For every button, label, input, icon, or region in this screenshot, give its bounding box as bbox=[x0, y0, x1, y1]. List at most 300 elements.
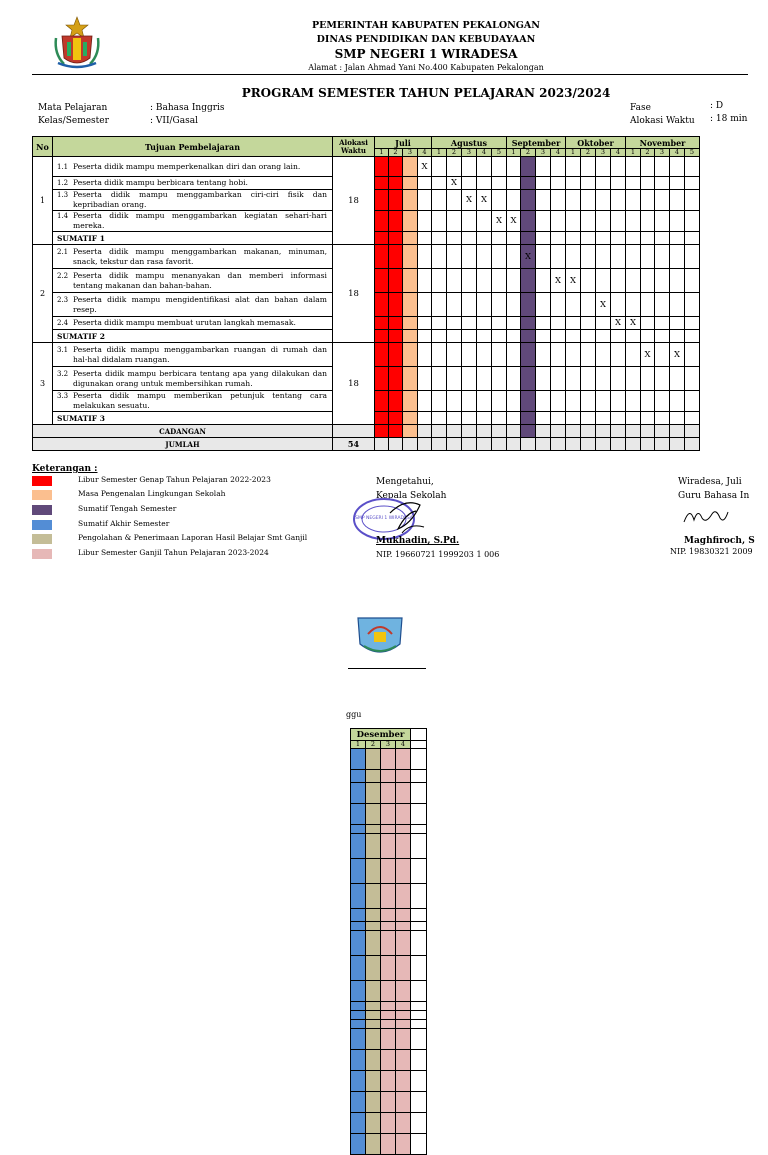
dec-cell bbox=[351, 956, 366, 981]
week-cell bbox=[626, 245, 641, 269]
dec-cell bbox=[396, 783, 411, 804]
dec-cell bbox=[381, 834, 396, 859]
week-cell: X bbox=[418, 157, 432, 177]
legend-swatch bbox=[32, 476, 52, 486]
dec-row bbox=[351, 981, 427, 1002]
week-cell bbox=[551, 232, 566, 245]
legend-text: Masa Pengenalan Lingkungan Sekolah bbox=[78, 489, 226, 498]
dec-row bbox=[351, 804, 427, 825]
week-cell bbox=[507, 157, 521, 177]
week-cell bbox=[611, 425, 626, 438]
week-cell bbox=[626, 367, 641, 391]
week-cell bbox=[462, 412, 477, 425]
week-cell bbox=[581, 232, 596, 245]
dec-cell bbox=[366, 1071, 381, 1092]
dec-cell bbox=[351, 1020, 366, 1029]
week-cell bbox=[389, 177, 403, 190]
week-cell bbox=[685, 211, 700, 232]
week-cell bbox=[626, 293, 641, 317]
week-cell bbox=[403, 232, 418, 245]
dec-cell bbox=[351, 770, 366, 783]
dec-cell bbox=[351, 909, 366, 922]
week-cell bbox=[685, 412, 700, 425]
week-cell bbox=[507, 367, 521, 391]
week-cell bbox=[551, 190, 566, 211]
week-cell bbox=[389, 425, 403, 438]
week-cell bbox=[551, 211, 566, 232]
week-cell bbox=[641, 211, 655, 232]
week-cell: X bbox=[551, 269, 566, 293]
week-cell bbox=[389, 330, 403, 343]
week-cell bbox=[626, 211, 641, 232]
week-cell bbox=[626, 157, 641, 177]
week-cell bbox=[418, 391, 432, 412]
dec-cell bbox=[366, 859, 381, 884]
week-cell bbox=[596, 317, 611, 330]
week-cell bbox=[375, 211, 389, 232]
dec-cell bbox=[381, 1050, 396, 1071]
week-cell bbox=[403, 293, 418, 317]
cadangan-label: CADANGAN bbox=[33, 425, 333, 438]
week-cell bbox=[596, 438, 611, 451]
legend-text: Sumatif Tengah Semester bbox=[78, 504, 177, 513]
dec-cell bbox=[351, 749, 366, 770]
week-cell bbox=[477, 293, 492, 317]
dec-cell bbox=[366, 804, 381, 825]
week-cell bbox=[626, 190, 641, 211]
week-cell bbox=[641, 330, 655, 343]
week-cell bbox=[596, 343, 611, 367]
week-cell bbox=[685, 232, 700, 245]
week-cell bbox=[611, 177, 626, 190]
dec-cell bbox=[366, 825, 381, 834]
objective-row bbox=[33, 343, 730, 367]
dec-cell bbox=[396, 909, 411, 922]
dec-week-number: 2 bbox=[366, 741, 381, 749]
week-cell bbox=[581, 317, 596, 330]
week-cell bbox=[418, 245, 432, 269]
objective-text bbox=[53, 211, 333, 232]
week-cell bbox=[403, 343, 418, 367]
week-cell bbox=[447, 157, 462, 177]
week-cell bbox=[626, 232, 641, 245]
week-cell bbox=[521, 425, 536, 438]
week-cell bbox=[462, 232, 477, 245]
week-cell bbox=[375, 293, 389, 317]
week-cell bbox=[551, 391, 566, 412]
week-cell bbox=[492, 157, 507, 177]
week-cell: X bbox=[611, 317, 626, 330]
week-cell bbox=[536, 330, 551, 343]
dec-cell bbox=[366, 956, 381, 981]
dec-row bbox=[351, 1134, 427, 1155]
dec-cell bbox=[381, 804, 396, 825]
week-cell bbox=[685, 330, 700, 343]
week-cell bbox=[403, 157, 418, 177]
week-cell bbox=[507, 438, 521, 451]
week-cell bbox=[462, 157, 477, 177]
dec-cell bbox=[411, 1071, 427, 1092]
week-cell bbox=[432, 367, 447, 391]
week-cell bbox=[389, 211, 403, 232]
week-number: 4 bbox=[670, 149, 685, 157]
week-cell bbox=[626, 330, 641, 343]
week-cell bbox=[477, 330, 492, 343]
alokasi-line-2: Waktu bbox=[341, 145, 366, 155]
week-cell bbox=[536, 412, 551, 425]
page2-fragment: ggu bbox=[346, 710, 362, 719]
week-cell bbox=[403, 367, 418, 391]
dec-cell bbox=[381, 1011, 396, 1020]
dec-cell bbox=[411, 859, 427, 884]
week-number: 4 bbox=[611, 149, 626, 157]
dec-cell bbox=[366, 749, 381, 770]
week-number: 1 bbox=[432, 149, 447, 157]
week-cell bbox=[447, 438, 462, 451]
week-cell: X bbox=[507, 211, 521, 232]
week-cell: X bbox=[626, 317, 641, 330]
week-cell bbox=[462, 317, 477, 330]
week-cell bbox=[521, 157, 536, 177]
week-cell bbox=[655, 232, 670, 245]
dec-week-number: 4 bbox=[396, 741, 411, 749]
week-cell bbox=[447, 190, 462, 211]
dec-cell bbox=[351, 1050, 366, 1071]
cadangan-value bbox=[333, 425, 375, 438]
week-cell bbox=[462, 438, 477, 451]
objective-description: Peserta didik mampu memberikan petunjuk tentang cara melakukan sesuatu. bbox=[73, 391, 327, 410]
dec-row bbox=[351, 1050, 427, 1071]
week-cell bbox=[375, 317, 389, 330]
week-cell bbox=[375, 438, 389, 451]
week-cell bbox=[655, 412, 670, 425]
week-cell bbox=[477, 343, 492, 367]
week-cell bbox=[521, 343, 536, 367]
week-number: 4 bbox=[418, 149, 432, 157]
dec-cell bbox=[351, 859, 366, 884]
dec-cell bbox=[351, 981, 366, 1002]
week-cell bbox=[447, 343, 462, 367]
week-cell bbox=[536, 177, 551, 190]
week-cell bbox=[670, 367, 685, 391]
week-cell bbox=[641, 317, 655, 330]
week-cell bbox=[403, 211, 418, 232]
dec-cell bbox=[381, 1134, 396, 1155]
dec-cell bbox=[366, 909, 381, 922]
dec-cell bbox=[396, 1011, 411, 1020]
week-cell bbox=[566, 177, 581, 190]
week-cell bbox=[375, 391, 389, 412]
dec-blank bbox=[411, 729, 427, 741]
dec-cell bbox=[396, 1002, 411, 1011]
week-cell bbox=[670, 438, 685, 451]
dec-cell bbox=[396, 931, 411, 956]
objective-description: Peserta didik mampu menggambarkan makanan, minuman, snack, tekstur dan rasa favorit. bbox=[73, 246, 327, 266]
week-cell bbox=[492, 190, 507, 211]
week-cell bbox=[670, 232, 685, 245]
week-cell bbox=[670, 177, 685, 190]
week-cell bbox=[670, 317, 685, 330]
week-cell bbox=[551, 330, 566, 343]
week-cell bbox=[447, 269, 462, 293]
week-cell bbox=[477, 317, 492, 330]
week-cell bbox=[685, 293, 700, 317]
dec-row bbox=[351, 770, 427, 783]
teacher-signature bbox=[682, 504, 732, 532]
week-cell bbox=[626, 177, 641, 190]
week-cell bbox=[492, 330, 507, 343]
objective-row bbox=[33, 245, 730, 269]
dec-row bbox=[351, 1092, 427, 1113]
objective-number: 2.4 bbox=[57, 319, 69, 327]
dec-cell bbox=[381, 783, 396, 804]
week-cell bbox=[389, 157, 403, 177]
dec-cell bbox=[351, 931, 366, 956]
week-number: 2 bbox=[521, 149, 536, 157]
objective-number: 1.4 bbox=[57, 212, 69, 220]
week-cell bbox=[477, 269, 492, 293]
semester-program-table bbox=[32, 136, 730, 451]
week-cell bbox=[655, 330, 670, 343]
jumlah-value: 54 bbox=[333, 438, 375, 451]
objective-number: 2.1 bbox=[57, 247, 69, 256]
week-cell bbox=[418, 190, 432, 211]
week-cell bbox=[536, 211, 551, 232]
week-cell bbox=[551, 425, 566, 438]
objective-description: Peserta didik mampu membuat urutan langkah memasak. bbox=[73, 318, 296, 327]
week-cell bbox=[596, 232, 611, 245]
week-cell bbox=[447, 232, 462, 245]
dec-cell bbox=[351, 783, 366, 804]
dec-cell bbox=[411, 931, 427, 956]
dec-cell bbox=[396, 825, 411, 834]
objective-description: Peserta didik mampu menggambarkan kegiatan sehari-hari mereka. bbox=[73, 211, 327, 230]
week-cell bbox=[641, 245, 655, 269]
phase-label: Fase bbox=[630, 103, 651, 113]
week-cell bbox=[418, 438, 432, 451]
objective-text bbox=[53, 190, 333, 211]
week-cell: X bbox=[492, 211, 507, 232]
objective-description: Peserta didik mampu mengidentifikasi alat dan bahan dalam resep. bbox=[73, 294, 327, 314]
week-cell bbox=[596, 391, 611, 412]
dec-blank bbox=[411, 741, 427, 749]
sumatif-label: SUMATIF 1 bbox=[53, 232, 333, 245]
dec-cell bbox=[411, 834, 427, 859]
week-cell bbox=[403, 425, 418, 438]
week-cell bbox=[626, 425, 641, 438]
dec-cell bbox=[381, 981, 396, 1002]
week-cell bbox=[670, 412, 685, 425]
dec-month-header: Desember bbox=[351, 729, 411, 741]
unit-alokasi: 18 bbox=[333, 157, 375, 245]
week-cell bbox=[536, 190, 551, 211]
header-line-2: DINAS PENDIDIKAN DAN KEBUDAYAAN bbox=[316, 34, 536, 45]
december-table bbox=[350, 728, 427, 1155]
week-cell bbox=[389, 391, 403, 412]
objective-text bbox=[53, 157, 333, 177]
page2-school-logo bbox=[354, 612, 406, 666]
week-cell bbox=[418, 330, 432, 343]
week-cell: X bbox=[477, 190, 492, 211]
sign-right-line-1: Wiradesa, Juli bbox=[678, 477, 742, 487]
week-cell bbox=[581, 330, 596, 343]
dec-row bbox=[351, 783, 427, 804]
dec-cell bbox=[351, 1002, 366, 1011]
dec-cell bbox=[351, 884, 366, 909]
week-cell bbox=[462, 293, 477, 317]
objective-row bbox=[33, 317, 730, 330]
week-cell bbox=[641, 269, 655, 293]
week-cell bbox=[670, 157, 685, 177]
subject-label: Mata Pelajaran bbox=[38, 103, 108, 113]
week-cell bbox=[566, 343, 581, 367]
week-cell bbox=[685, 190, 700, 211]
week-number: 4 bbox=[477, 149, 492, 157]
week-cell bbox=[447, 412, 462, 425]
legend-swatch bbox=[32, 490, 52, 500]
week-cell bbox=[655, 177, 670, 190]
week-cell bbox=[566, 293, 581, 317]
month-header: November bbox=[626, 137, 700, 149]
week-cell bbox=[432, 190, 447, 211]
objective-number: 2.2 bbox=[57, 271, 69, 280]
week-cell bbox=[492, 177, 507, 190]
week-cell bbox=[492, 343, 507, 367]
week-cell bbox=[611, 412, 626, 425]
week-number: 4 bbox=[551, 149, 566, 157]
week-cell bbox=[566, 438, 581, 451]
dec-row bbox=[351, 1011, 427, 1020]
week-cell bbox=[611, 367, 626, 391]
legend-swatch bbox=[32, 505, 52, 515]
week-cell bbox=[507, 330, 521, 343]
week-cell bbox=[611, 232, 626, 245]
week-cell bbox=[536, 438, 551, 451]
dec-cell bbox=[366, 931, 381, 956]
week-cell bbox=[521, 367, 536, 391]
week-cell bbox=[641, 293, 655, 317]
week-cell bbox=[507, 391, 521, 412]
week-cell bbox=[403, 245, 418, 269]
week-cell bbox=[641, 232, 655, 245]
week-cell bbox=[375, 190, 389, 211]
sumatif-row bbox=[33, 232, 730, 245]
dec-cell bbox=[381, 1029, 396, 1050]
week-cell bbox=[432, 157, 447, 177]
week-cell bbox=[581, 343, 596, 367]
unit-number: 2 bbox=[33, 245, 53, 343]
dec-cell bbox=[381, 825, 396, 834]
week-cell bbox=[507, 177, 521, 190]
sumatif-label: SUMATIF 2 bbox=[53, 330, 333, 343]
week-cell bbox=[596, 157, 611, 177]
week-cell bbox=[507, 232, 521, 245]
week-cell bbox=[477, 211, 492, 232]
week-cell bbox=[655, 438, 670, 451]
week-cell bbox=[596, 245, 611, 269]
objective-number: 1.2 bbox=[57, 179, 69, 187]
week-cell bbox=[389, 232, 403, 245]
week-cell bbox=[566, 425, 581, 438]
week-cell bbox=[477, 177, 492, 190]
dec-row bbox=[351, 859, 427, 884]
week-cell bbox=[521, 438, 536, 451]
objective-number: 3.2 bbox=[57, 369, 69, 378]
week-cell bbox=[581, 293, 596, 317]
week-cell bbox=[655, 343, 670, 367]
objective-description: Peserta didik mampu menggambarkan ciri-ciri fisik dan kepribadian orang. bbox=[73, 190, 327, 209]
dec-cell bbox=[366, 770, 381, 783]
dec-cell bbox=[396, 859, 411, 884]
week-cell bbox=[447, 211, 462, 232]
week-cell bbox=[477, 391, 492, 412]
week-cell bbox=[507, 269, 521, 293]
week-cell bbox=[581, 190, 596, 211]
dec-cell bbox=[411, 770, 427, 783]
week-cell bbox=[389, 438, 403, 451]
stamp-text: SMP NEGERI 1 WIRADESA bbox=[355, 516, 413, 521]
dec-row bbox=[351, 1029, 427, 1050]
week-cell bbox=[566, 245, 581, 269]
week-cell bbox=[521, 177, 536, 190]
week-cell bbox=[507, 293, 521, 317]
sumatif-row bbox=[33, 330, 730, 343]
objective-text bbox=[53, 343, 333, 367]
dec-cell bbox=[396, 956, 411, 981]
week-cell bbox=[418, 293, 432, 317]
dec-cell bbox=[411, 749, 427, 770]
week-cell bbox=[432, 269, 447, 293]
objective-row bbox=[33, 157, 730, 177]
week-cell bbox=[581, 425, 596, 438]
dec-cell bbox=[366, 1050, 381, 1071]
week-cell bbox=[521, 293, 536, 317]
week-cell bbox=[462, 330, 477, 343]
week-cell bbox=[403, 438, 418, 451]
week-cell bbox=[462, 391, 477, 412]
dec-cell bbox=[396, 884, 411, 909]
week-cell bbox=[566, 157, 581, 177]
dec-cell bbox=[411, 1002, 427, 1011]
week-cell bbox=[655, 269, 670, 293]
month-header: September bbox=[507, 137, 566, 149]
sumatif-label: SUMATIF 3 bbox=[53, 412, 333, 425]
week-cell bbox=[389, 317, 403, 330]
week-cell bbox=[596, 367, 611, 391]
dec-row bbox=[351, 825, 427, 834]
dec-cell bbox=[396, 1134, 411, 1155]
week-number: 3 bbox=[403, 149, 418, 157]
dec-cell bbox=[411, 884, 427, 909]
objective-description: Peserta didik mampu menanyakan dan memberi informasi tentang makanan dan bahan-bahan. bbox=[73, 270, 327, 290]
week-cell bbox=[447, 391, 462, 412]
week-cell: X bbox=[447, 177, 462, 190]
objective-row bbox=[33, 293, 730, 317]
week-cell bbox=[536, 425, 551, 438]
week-cell bbox=[551, 177, 566, 190]
week-cell bbox=[641, 367, 655, 391]
week-cell bbox=[566, 232, 581, 245]
week-cell bbox=[581, 177, 596, 190]
week-cell bbox=[477, 438, 492, 451]
dec-cell bbox=[366, 834, 381, 859]
week-cell bbox=[375, 367, 389, 391]
week-cell bbox=[389, 412, 403, 425]
week-cell bbox=[432, 438, 447, 451]
week-cell bbox=[670, 245, 685, 269]
week-number: 1 bbox=[626, 149, 641, 157]
legend-text: Libur Semester Ganjil Tahun Pelajaran 2023-2024 bbox=[78, 548, 269, 557]
